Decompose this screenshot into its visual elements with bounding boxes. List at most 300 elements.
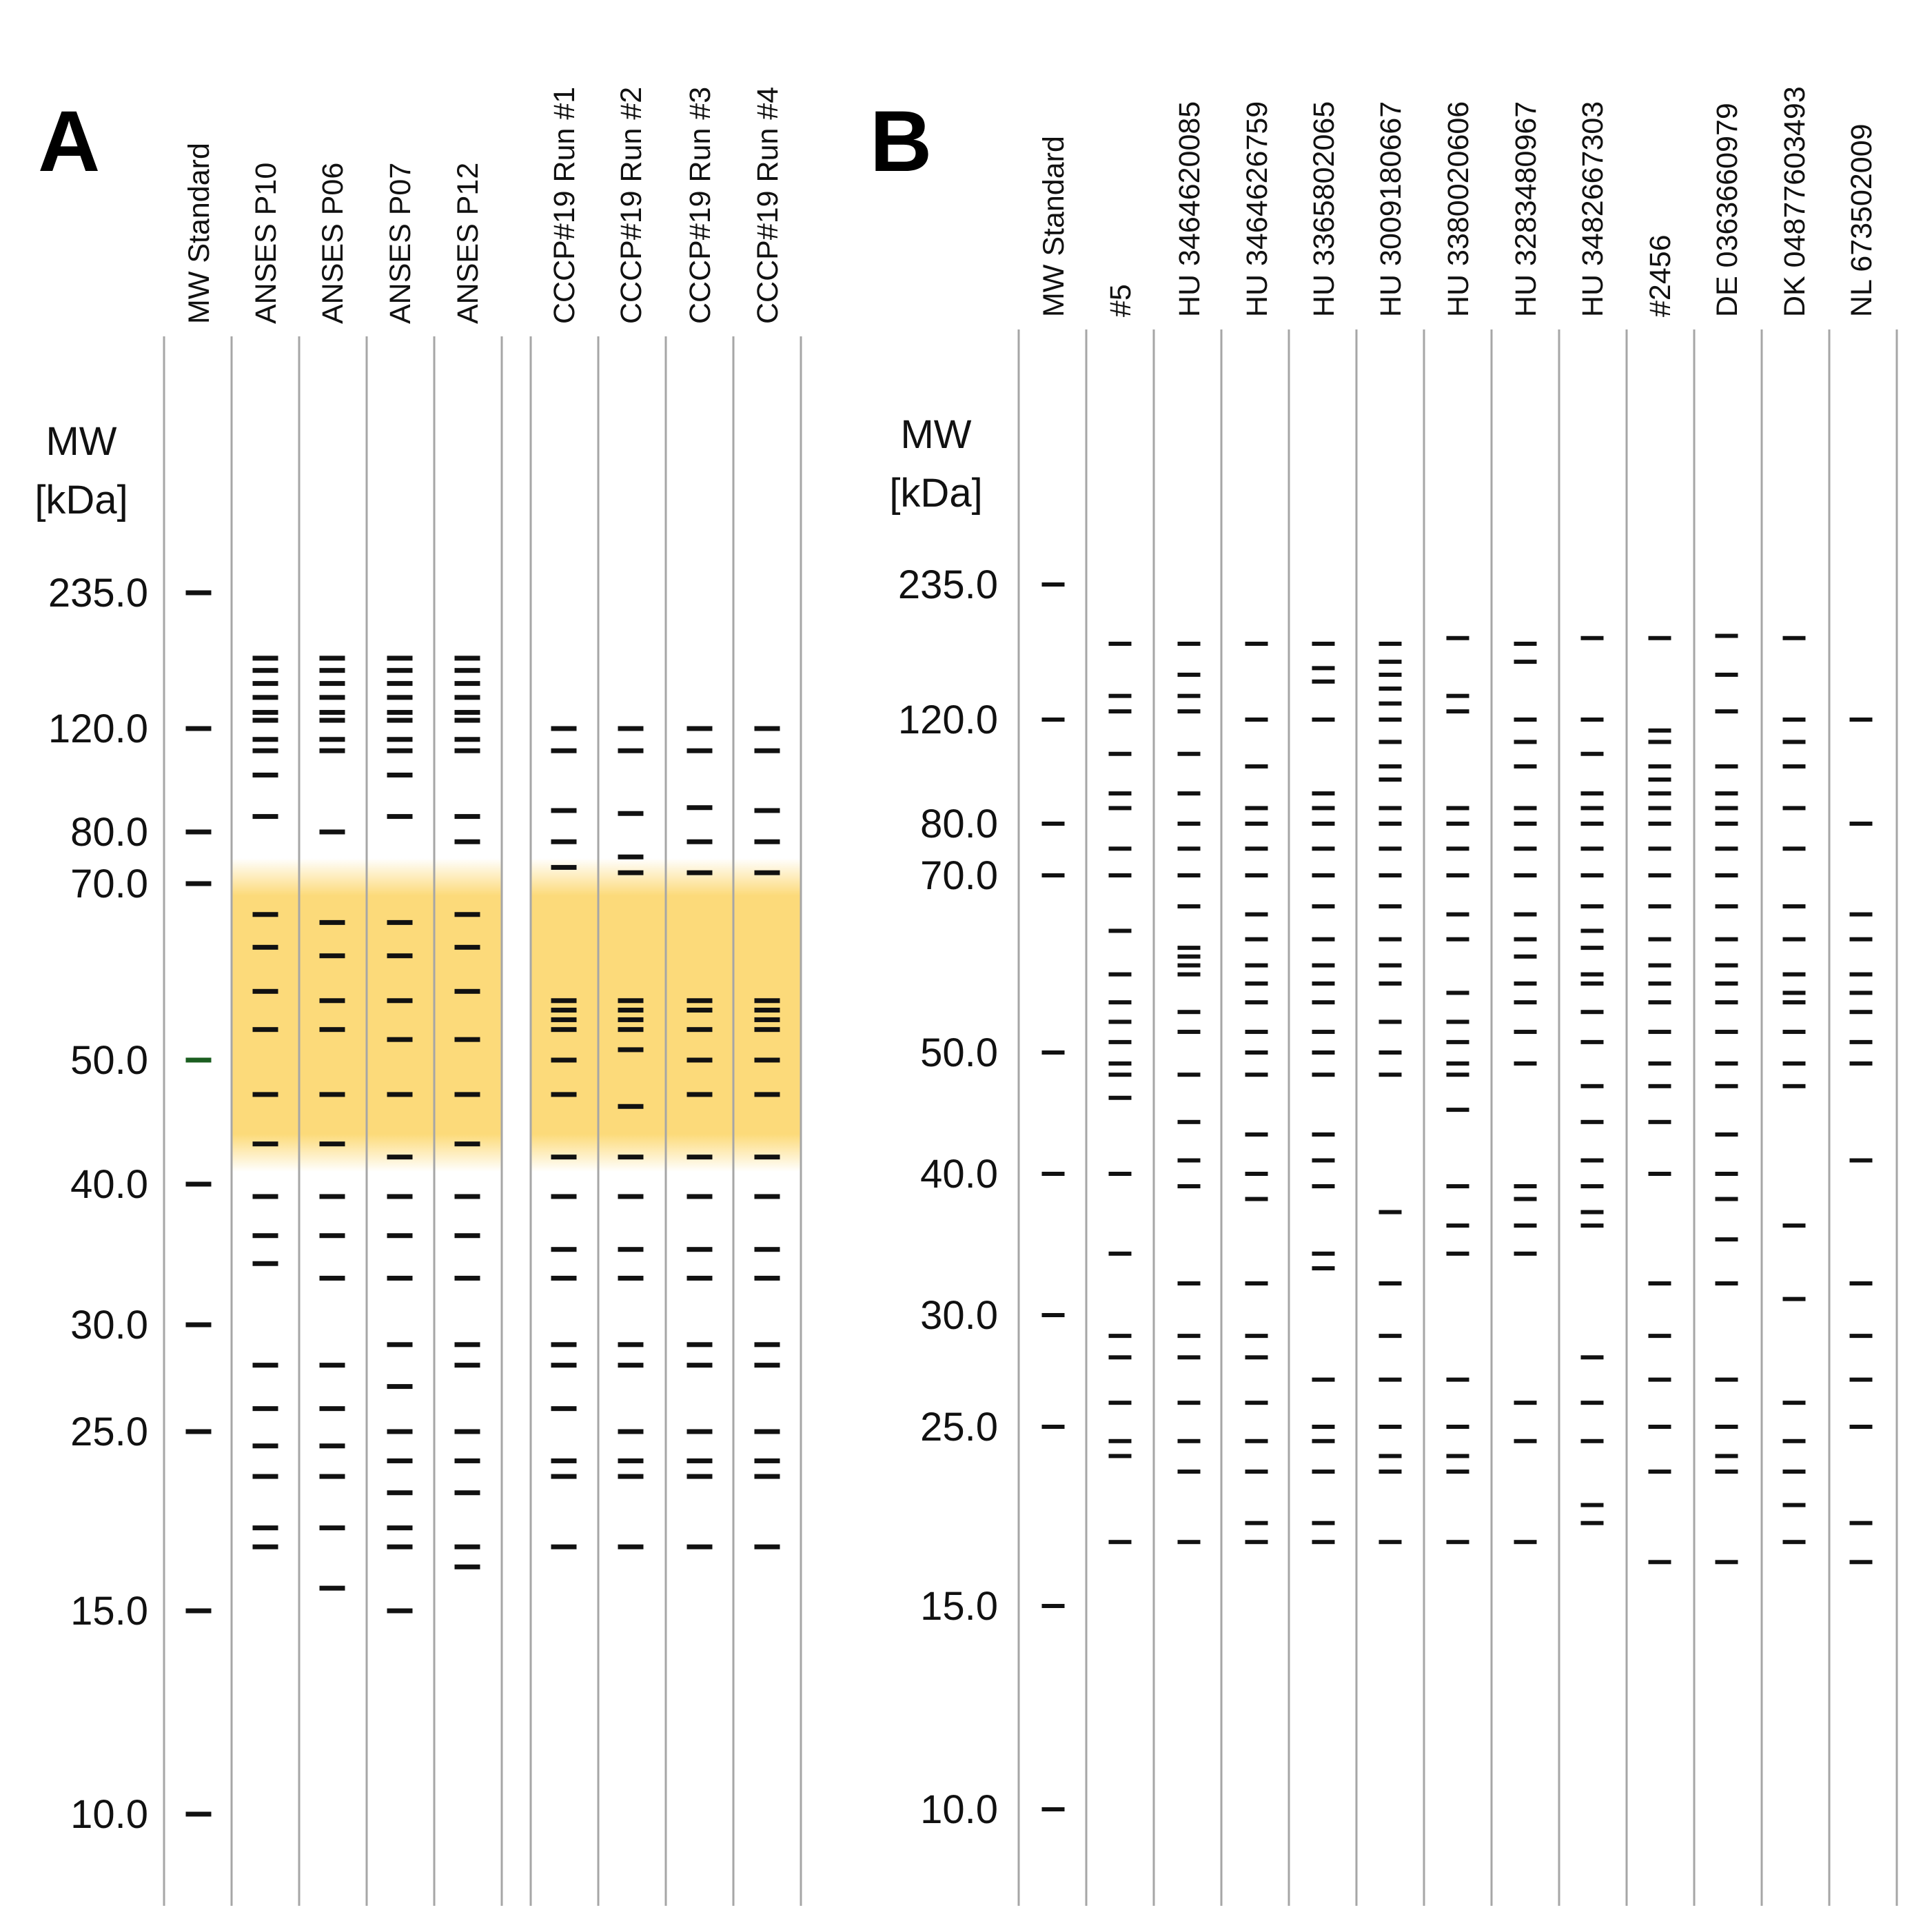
- panel-b-band: [1178, 1159, 1201, 1163]
- panel-a-band: [387, 1037, 413, 1042]
- panel-a-band: [186, 1430, 212, 1434]
- panel-b-band: [1716, 1197, 1738, 1201]
- panel-a-band: [618, 1008, 644, 1013]
- panel-b-lane-label: DE 0363660979: [1711, 103, 1744, 317]
- panel-a-band: [320, 681, 345, 686]
- panel-a-band: [253, 668, 278, 673]
- panel-b-band: [1379, 904, 1402, 908]
- panel-b-band: [1178, 1470, 1201, 1474]
- panel-a-band: [186, 1812, 212, 1817]
- panel-b-band: [1042, 822, 1065, 826]
- panel-a-band: [455, 737, 480, 742]
- panel-a-band: [455, 1092, 480, 1097]
- panel-a-band: [755, 1027, 780, 1032]
- panel-a-band: [687, 1363, 713, 1367]
- panel-b-mw-tick-label: 50.0: [920, 1030, 998, 1075]
- panel-b-band: [1178, 904, 1201, 908]
- panel-a-band: [320, 1443, 345, 1448]
- panel-a-mw-title-line2: [kDa]: [34, 478, 128, 522]
- panel-b-band: [1783, 1084, 1806, 1088]
- panel-b-band: [1379, 1454, 1402, 1458]
- panel-b-band: [1109, 1172, 1132, 1176]
- panel-a-band: [320, 1194, 345, 1199]
- panel-a-band: [387, 668, 413, 673]
- panel-b-band: [1447, 636, 1469, 640]
- panel-b-band: [1514, 822, 1537, 826]
- panel-a-band: [253, 749, 278, 753]
- panel-a-band: [755, 1017, 780, 1022]
- panel-a-band: [687, 726, 713, 731]
- panel-b-band: [1850, 1560, 1873, 1564]
- panel-a-band: [551, 1008, 577, 1013]
- panel-b-band: [1178, 1072, 1201, 1077]
- panel-b-lane-label: HU 3283480967: [1509, 101, 1543, 317]
- panel-b-band: [1649, 777, 1671, 782]
- panel-a-band: [755, 1092, 780, 1097]
- panel-b-band: [1178, 1030, 1201, 1034]
- panel-a-lane-label: ANSES P06: [316, 162, 349, 324]
- panel-a-band: [387, 998, 413, 1003]
- panel-a-band: [755, 1430, 780, 1434]
- panel-a-band: [551, 749, 577, 753]
- panel-a-band: [551, 998, 577, 1003]
- panel-b-band: [1581, 806, 1604, 810]
- panel-b-band: [1581, 1223, 1604, 1228]
- panel-b-band: [1447, 1184, 1469, 1188]
- panel-b-band: [1312, 873, 1335, 877]
- panel-b-band: [1109, 642, 1132, 646]
- panel-b-band: [1379, 1019, 1402, 1024]
- panel-b-band: [1379, 777, 1402, 782]
- panel-b-band: [1178, 642, 1201, 646]
- panel-a-band: [687, 1342, 713, 1347]
- panel-a-mw-tick-label: 120.0: [48, 706, 148, 751]
- panel-b-band: [1514, 913, 1537, 917]
- panel-a-band: [186, 1182, 212, 1187]
- panel-b-band: [1178, 846, 1201, 851]
- panel-b-lane-label: HU 3482667303: [1576, 101, 1609, 317]
- panel-b-band: [1178, 694, 1201, 698]
- panel-a-band: [755, 871, 780, 875]
- panel-b-lane-label: #5: [1104, 284, 1137, 317]
- panel-b-band: [1379, 673, 1402, 677]
- panel-b-band: [1581, 636, 1604, 640]
- panel-a-band: [320, 998, 345, 1003]
- panel-a-band: [186, 1323, 212, 1328]
- panel-b-band: [1716, 822, 1738, 826]
- panel-b-band: [1042, 1604, 1065, 1608]
- panel-b-band: [1649, 904, 1671, 908]
- panel-a-band: [253, 695, 278, 700]
- panel-b-mw-tick-label: 30.0: [920, 1293, 998, 1338]
- panel-b-band: [1312, 1252, 1335, 1256]
- panel-b-band: [1109, 1454, 1132, 1458]
- panel-b-band: [1042, 873, 1065, 877]
- panel-a-band: [755, 1155, 780, 1159]
- panel-b-band: [1514, 1540, 1537, 1544]
- panel-a-band: [320, 749, 345, 753]
- panel-a-band: [387, 1342, 413, 1347]
- panel-b-band: [1716, 1378, 1738, 1382]
- panel-a-band: [387, 1276, 413, 1281]
- panel-a-band: [687, 1194, 713, 1199]
- panel-b-mw-tick-label: 235.0: [897, 562, 998, 607]
- panel-b-lane-label: HU 3464620085: [1173, 101, 1206, 317]
- panel-a-band: [618, 1458, 644, 1463]
- panel-a-band: [387, 1233, 413, 1238]
- panel-b-band: [1178, 1281, 1201, 1285]
- panel-b-band: [1312, 904, 1335, 908]
- panel-a-band: [551, 1027, 577, 1032]
- panel-b-band: [1783, 904, 1806, 908]
- panel-b-band: [1716, 1454, 1738, 1458]
- panel-b-band: [1581, 928, 1604, 933]
- panel-b-band: [1178, 673, 1201, 677]
- panel-b-band: [1312, 642, 1335, 646]
- panel-b-band: [1109, 1096, 1132, 1100]
- panel-b-band: [1716, 634, 1738, 638]
- panel-a-band: [618, 1276, 644, 1281]
- panel-b-band: [1649, 1061, 1671, 1066]
- panel-b-mw-tick-label: 25.0: [920, 1405, 998, 1450]
- panel-a-band: [455, 695, 480, 700]
- panel-a-lane-label: ANSES P12: [451, 162, 485, 324]
- panel-b-band: [1581, 1159, 1604, 1163]
- panel-a-lane-label: CCCP#19 Run #3: [684, 86, 717, 324]
- panel-b-band: [1649, 1470, 1671, 1474]
- panel-b-band: [1042, 1313, 1065, 1317]
- panel-a-mw-tick-label: 30.0: [70, 1303, 148, 1348]
- panel-a-band: [387, 1545, 413, 1549]
- panel-b-band: [1716, 673, 1738, 677]
- panel-a-band: [618, 1545, 644, 1549]
- panel-b-band: [1716, 1237, 1738, 1241]
- panel-b-band: [1379, 642, 1402, 646]
- panel-b-band: [1178, 1184, 1201, 1188]
- panel-a-band: [320, 655, 345, 660]
- panel-b-band: [1178, 1010, 1201, 1014]
- panel-b-band: [1649, 846, 1671, 851]
- panel-b-band: [1379, 1378, 1402, 1382]
- panel-a-band: [755, 726, 780, 731]
- panel-a-lane-label: CCCP#19 Run #2: [615, 86, 648, 324]
- panel-a-band: [551, 1474, 577, 1479]
- panel-a-band: [755, 1545, 780, 1549]
- panel-b-band: [1312, 1266, 1335, 1270]
- panel-b-band: [1581, 1521, 1604, 1525]
- panel-a-band: [551, 1058, 577, 1063]
- panel-a-band: [253, 737, 278, 742]
- panel-a-band: [320, 1525, 345, 1530]
- panel-a-band: [253, 718, 278, 723]
- panel-a-band: [455, 1194, 480, 1199]
- panel-b-band: [1581, 1184, 1604, 1188]
- panel-a-band: [551, 726, 577, 731]
- panel-b-band: [1312, 1184, 1335, 1188]
- panel-b-band: [1109, 1040, 1132, 1044]
- panel-b-band: [1716, 982, 1738, 986]
- panel-a-band: [387, 1458, 413, 1463]
- panel-a-band: [755, 1474, 780, 1479]
- panel-b-band: [1850, 937, 1873, 942]
- panel-b-band: [1850, 1159, 1873, 1163]
- panel-b-band: [1245, 873, 1268, 877]
- panel-a-mw-tick-label: 70.0: [70, 862, 148, 906]
- panel-a-lane-label: MW Standard: [183, 143, 216, 324]
- panel-b-band: [1850, 1378, 1873, 1382]
- panel-b-band: [1581, 904, 1604, 908]
- panel-b-band: [1109, 1061, 1132, 1066]
- panel-b-band: [1783, 990, 1806, 995]
- panel-b-band: [1447, 1108, 1469, 1112]
- panel-b-band: [1109, 1401, 1132, 1405]
- panel-b-band: [1109, 1000, 1132, 1004]
- panel-b-band: [1716, 791, 1738, 795]
- panel-b-band: [1245, 964, 1268, 968]
- panel-b-band: [1379, 660, 1402, 664]
- panel-a-band: [755, 1276, 780, 1281]
- panel-a-band: [618, 1474, 644, 1479]
- panel-a-band: [320, 737, 345, 742]
- panel-b-band: [1178, 1120, 1201, 1124]
- panel-a-band: [320, 1406, 345, 1411]
- panel-a-band: [755, 1194, 780, 1199]
- panel-b-band: [1783, 937, 1806, 942]
- panel-a-band: [253, 1525, 278, 1530]
- panel-b-band: [1379, 1072, 1402, 1077]
- panel-b-band: [1178, 1355, 1201, 1359]
- panel-b-band: [1109, 1355, 1132, 1359]
- panel-a-band: [253, 1141, 278, 1146]
- panel-b-band: [1312, 806, 1335, 810]
- panel-b-band: [1649, 729, 1671, 733]
- panel-a-band: [455, 1276, 480, 1281]
- panel-a-band: [253, 1406, 278, 1411]
- panel-b-band: [1783, 1540, 1806, 1544]
- panel-b-band: [1178, 822, 1201, 826]
- panel-a-band: [551, 808, 577, 813]
- panel-b-mw-tick-label: 40.0: [920, 1152, 998, 1197]
- panel-a-band: [253, 814, 278, 819]
- panel-b-band: [1581, 1040, 1604, 1044]
- panel-b-band: [1379, 1425, 1402, 1429]
- panel-b-band: [1447, 1019, 1469, 1024]
- panel-b-band: [1447, 1454, 1469, 1458]
- panel-a-band: [455, 1233, 480, 1238]
- panel-b-band: [1649, 1378, 1671, 1382]
- panel-b-band: [1447, 873, 1469, 877]
- panel-a-band: [687, 805, 713, 810]
- panel-b-band: [1312, 1378, 1335, 1382]
- panel-b-band: [1649, 937, 1671, 942]
- panel-b-band: [1783, 806, 1806, 810]
- panel-b-band: [1447, 709, 1469, 713]
- panel-b-band: [1581, 946, 1604, 950]
- panel-b-band: [1178, 1439, 1201, 1443]
- panel-a-band: [755, 749, 780, 753]
- panel-b-band: [1178, 1401, 1201, 1405]
- panel-b-band: [1379, 1470, 1402, 1474]
- panel-b-band: [1312, 1132, 1335, 1137]
- panel-b-band: [1447, 1378, 1469, 1382]
- panel-b-band: [1042, 1050, 1065, 1055]
- panel-b-band: [1581, 1439, 1604, 1443]
- panel-b-band: [1514, 1000, 1537, 1004]
- panel-b-band: [1514, 846, 1537, 851]
- panel-b-band: [1447, 1425, 1469, 1429]
- panel-a-band: [387, 814, 413, 819]
- panel-b-band: [1649, 1000, 1671, 1004]
- panel-a-band: [387, 1194, 413, 1199]
- panel-b-band: [1379, 873, 1402, 877]
- panel-b-band: [1042, 1425, 1065, 1429]
- panel-a-band: [687, 1430, 713, 1434]
- panel-a-band: [687, 1276, 713, 1281]
- panel-a-band: [687, 1155, 713, 1159]
- panel-b-band: [1379, 764, 1402, 769]
- panel-b-band: [1514, 1197, 1537, 1201]
- panel-a-band: [687, 998, 713, 1003]
- panel-b-band: [1379, 1050, 1402, 1055]
- panel-b-band: [1514, 1252, 1537, 1256]
- panel-b-band: [1447, 694, 1469, 698]
- panel-a-band: [551, 865, 577, 870]
- panel-a-band: [455, 945, 480, 950]
- panel-b-band: [1514, 718, 1537, 722]
- panel-a-mw-tick-label: 10.0: [70, 1792, 148, 1837]
- panel-b-band: [1581, 1401, 1604, 1405]
- panel-b-band: [1716, 1470, 1738, 1474]
- panel-a-band: [320, 1027, 345, 1032]
- panel-b-band: [1649, 873, 1671, 877]
- panel-a-band: [687, 1458, 713, 1463]
- panel-a-band: [387, 718, 413, 723]
- panel-b-band: [1783, 1223, 1806, 1228]
- panel-b-band: [1850, 718, 1873, 722]
- panel-b-band: [1109, 709, 1132, 713]
- panel-b-band: [1514, 937, 1537, 942]
- panel-b-band: [1581, 1503, 1604, 1507]
- panel-b-band: [1379, 718, 1402, 722]
- panel-a-band: [253, 945, 278, 950]
- panel-a-band: [618, 726, 644, 731]
- panel-a-band: [687, 1008, 713, 1013]
- panel-a-band: [618, 1430, 644, 1434]
- panel-b-band: [1716, 1560, 1738, 1564]
- panel-a-lane-label: ANSES P10: [250, 162, 283, 324]
- panel-a-mw-tick-label: 235.0: [48, 571, 148, 616]
- panel-a-band: [551, 1194, 577, 1199]
- panel-b-band: [1312, 822, 1335, 826]
- panel-b-band: [1783, 764, 1806, 769]
- panel-a-band: [551, 1017, 577, 1022]
- panel-a-band: [687, 1092, 713, 1097]
- panel-b-band: [1581, 973, 1604, 977]
- panel-b-band: [1312, 718, 1335, 722]
- panel-a-band: [253, 1233, 278, 1238]
- panel-a-band: [320, 1092, 345, 1097]
- panel-a-band: [455, 1490, 480, 1495]
- panel-a-band: [186, 591, 212, 596]
- panel-a-band: [387, 710, 413, 715]
- panel-a-band: [253, 1363, 278, 1367]
- panel-b-band: [1850, 1040, 1873, 1044]
- panel-b-band: [1109, 791, 1132, 795]
- panel-b-band: [1447, 1223, 1469, 1228]
- panel-b-band: [1783, 1470, 1806, 1474]
- panel-b-band: [1312, 680, 1335, 684]
- panel-b-band: [1312, 1030, 1335, 1034]
- panel-b-band: [1379, 1540, 1402, 1544]
- panel-a-lane-label: CCCP#19 Run #1: [548, 86, 581, 324]
- panel-b-band: [1245, 1334, 1268, 1338]
- panel-b-band: [1581, 718, 1604, 722]
- panel-a-band: [755, 998, 780, 1003]
- panel-b-band: [1042, 582, 1065, 587]
- panel-b-mw-tick-label: 120.0: [897, 698, 998, 742]
- panel-b-band: [1447, 937, 1469, 942]
- panel-b-band: [1649, 822, 1671, 826]
- panel-a-band: [387, 1490, 413, 1495]
- panel-b-band: [1379, 687, 1402, 691]
- panel-b-band: [1581, 1084, 1604, 1088]
- panel-a-band: [551, 1342, 577, 1347]
- panel-b-band: [1109, 846, 1132, 851]
- panel-b-band: [1109, 694, 1132, 698]
- panel-b-band: [1312, 937, 1335, 942]
- panel-b-band: [1178, 709, 1201, 713]
- panel-a-band: [186, 1609, 212, 1614]
- panel-b-band: [1581, 791, 1604, 795]
- panel-b-band: [1245, 1401, 1268, 1405]
- panel-b-band: [1245, 1000, 1268, 1004]
- panel-b-band: [1716, 709, 1738, 713]
- panel-b-band: [1783, 718, 1806, 722]
- panel-a-band: [387, 695, 413, 700]
- panel-b-band: [1716, 937, 1738, 942]
- panel-b-band: [1109, 1252, 1132, 1256]
- panel-b-band: [1649, 1030, 1671, 1034]
- panel-b-band: [1850, 1521, 1873, 1525]
- panel-b-band: [1379, 937, 1402, 942]
- panel-a-band: [455, 749, 480, 753]
- panel-a-lane-label: ANSES P07: [384, 162, 417, 324]
- panel-b-band: [1245, 1050, 1268, 1055]
- panel-a-band: [455, 840, 480, 844]
- panel-a-letter: A: [38, 94, 101, 190]
- panel-b-band: [1312, 964, 1335, 968]
- panel-b-band: [1514, 1030, 1537, 1034]
- panel-b-band: [1312, 1540, 1335, 1544]
- panel-a-band: [618, 1027, 644, 1032]
- panel-a-band: [320, 920, 345, 925]
- panel-b-band: [1379, 740, 1402, 744]
- panel-b-band: [1649, 964, 1671, 968]
- panel-a-band: [387, 1384, 413, 1389]
- panel-a-band: [455, 814, 480, 819]
- panel-b-band: [1447, 1061, 1469, 1066]
- panel-b-band: [1649, 982, 1671, 986]
- panel-b-band: [1245, 718, 1268, 722]
- panel-b-letter: B: [870, 94, 933, 190]
- panel-a-band: [253, 1261, 278, 1266]
- panel-a-band: [387, 953, 413, 958]
- panel-b-band: [1514, 1401, 1537, 1405]
- panel-b-band: [1312, 1521, 1335, 1525]
- panel-b-band: [1312, 1000, 1335, 1004]
- panel-a-band: [186, 726, 212, 731]
- panel-b-band: [1514, 1439, 1537, 1443]
